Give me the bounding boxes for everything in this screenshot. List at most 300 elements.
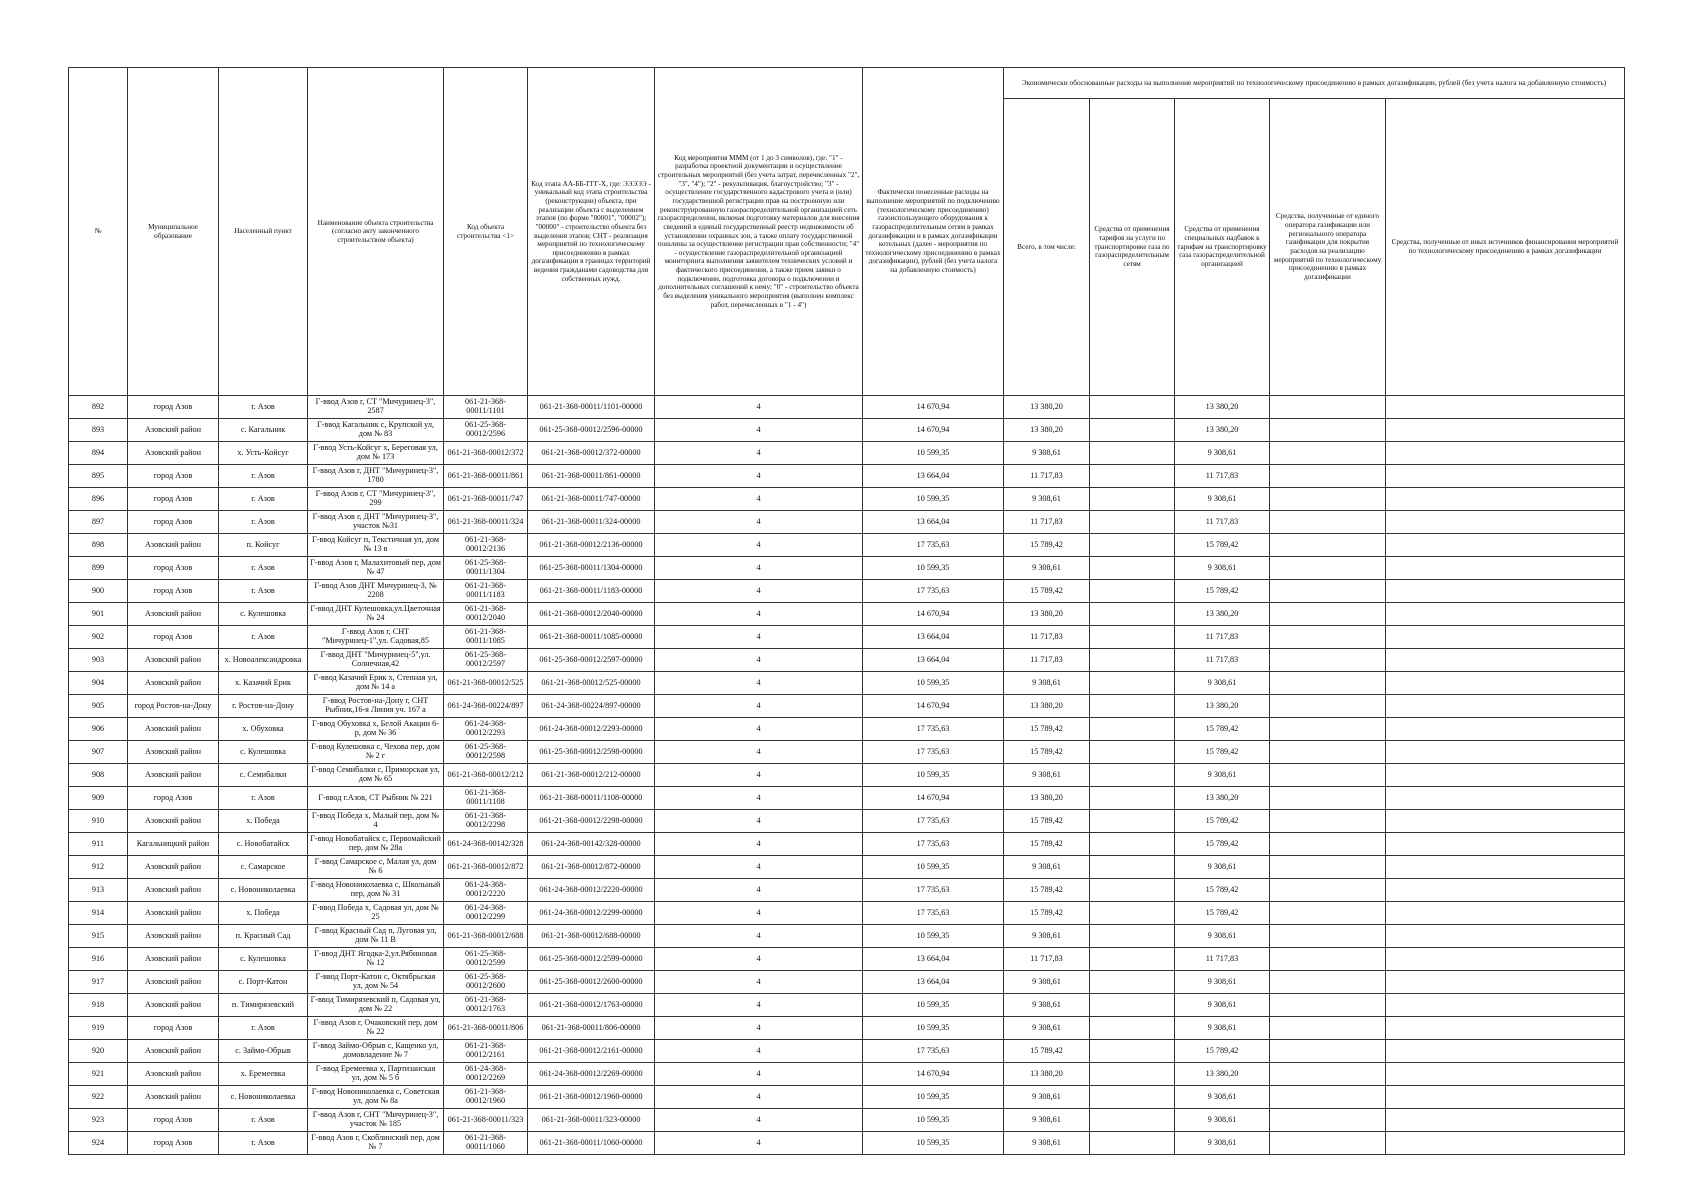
settlement-cell: г. Азов xyxy=(219,511,308,534)
municipality-cell: город Ростов-на-Дону xyxy=(128,695,219,718)
tariff-funds-cell xyxy=(1090,879,1175,902)
other-funds-cell xyxy=(1386,1017,1625,1040)
operator-funds-cell xyxy=(1270,764,1386,787)
object-code-cell: 061-21-368-00012/1763 xyxy=(444,994,528,1017)
tariff-funds-cell xyxy=(1090,810,1175,833)
special-funds-cell: 15 789,42 xyxy=(1175,902,1270,925)
special-funds-cell: 15 789,42 xyxy=(1175,580,1270,603)
measure-code-cell: 4 xyxy=(655,672,863,695)
actual-costs-cell: 14 670,94 xyxy=(863,419,1004,442)
other-funds-cell xyxy=(1386,442,1625,465)
tariff-funds-cell xyxy=(1090,649,1175,672)
stage-code-cell: 061-24-368-00012/2299-00000 xyxy=(528,902,655,925)
settlement-cell: с. Займо-Обрыв xyxy=(219,1040,308,1063)
other-funds-cell xyxy=(1386,994,1625,1017)
object-code-cell: 061-21-368-00012/212 xyxy=(444,764,528,787)
other-funds-cell xyxy=(1386,948,1625,971)
municipality-cell: Азовский район xyxy=(128,718,219,741)
settlement-cell: с. Кулешовка xyxy=(219,948,308,971)
total-cell: 11 717,83 xyxy=(1004,626,1090,649)
tariff-funds-cell xyxy=(1090,971,1175,994)
operator-funds-cell xyxy=(1270,603,1386,626)
municipality-cell: Азовский район xyxy=(128,948,219,971)
other-funds-cell xyxy=(1386,672,1625,695)
actual-costs-cell: 13 664,04 xyxy=(863,948,1004,971)
municipality-cell: город Азов xyxy=(128,1017,219,1040)
actual-costs-cell: 17 735,63 xyxy=(863,879,1004,902)
municipality-cell: Азовский район xyxy=(128,879,219,902)
operator-funds-cell xyxy=(1270,856,1386,879)
stage-code-cell: 061-25-368-00012/2597-00000 xyxy=(528,649,655,672)
tariff-funds-cell xyxy=(1090,741,1175,764)
measure-code-cell: 4 xyxy=(655,603,863,626)
table-row xyxy=(69,511,1625,534)
municipality-cell: Азовский район xyxy=(128,971,219,994)
actual-costs-cell: 10 599,35 xyxy=(863,764,1004,787)
tariff-funds-cell xyxy=(1090,718,1175,741)
object-code-cell: 061-21-368-00011/806 xyxy=(444,1017,528,1040)
actual-costs-cell: 14 670,94 xyxy=(863,603,1004,626)
measure-code-cell: 4 xyxy=(655,718,863,741)
settlement-cell: г. Азов xyxy=(219,1109,308,1132)
measure-code-cell: 4 xyxy=(655,1017,863,1040)
other-funds-cell xyxy=(1386,534,1625,557)
tariff-funds-cell xyxy=(1090,1109,1175,1132)
row-number: 897 xyxy=(69,511,128,534)
row-number: 909 xyxy=(69,787,128,810)
row-number: 910 xyxy=(69,810,128,833)
table-row xyxy=(69,994,1625,1017)
object-name-cell: Г-ввод Азов г, СНТ "Мичуринец-1",ул. Садовая,85 xyxy=(308,626,444,649)
object-name-cell: Г-ввод Новониколаевка с, Советская ул, дом № 8а xyxy=(308,1086,444,1109)
municipality-cell: город Азов xyxy=(128,626,219,649)
operator-funds-cell xyxy=(1270,1040,1386,1063)
operator-funds-cell xyxy=(1270,1063,1386,1086)
actual-costs-cell: 10 599,35 xyxy=(863,442,1004,465)
stage-code-cell: 061-24-368-00012/2293-00000 xyxy=(528,718,655,741)
total-cell: 9 308,61 xyxy=(1004,971,1090,994)
object-name-cell: Г-ввод Тимирязевский п, Садовая ул, дом № 22 xyxy=(308,994,444,1017)
other-funds-cell xyxy=(1386,787,1625,810)
tariff-funds-cell xyxy=(1090,1132,1175,1155)
stage-code-cell: 061-21-368-00012/872-00000 xyxy=(528,856,655,879)
table-row xyxy=(69,419,1625,442)
row-number: 902 xyxy=(69,626,128,649)
municipality-cell: Азовский район xyxy=(128,810,219,833)
tariff-funds-cell xyxy=(1090,787,1175,810)
operator-funds-cell xyxy=(1270,948,1386,971)
total-cell: 9 308,61 xyxy=(1004,1017,1090,1040)
special-funds-cell: 15 789,42 xyxy=(1175,718,1270,741)
total-cell: 15 789,42 xyxy=(1004,879,1090,902)
special-funds-cell: 9 308,61 xyxy=(1175,488,1270,511)
row-number: 893 xyxy=(69,419,128,442)
table-row xyxy=(69,465,1625,488)
measure-code-cell: 4 xyxy=(655,465,863,488)
gasification-costs-table xyxy=(68,67,1625,1155)
header-measure-code: Код мероприятия ММM (от 1 до 3 символов), где: "1" - разработка проектной документации и осуществление строительных мероприятий (без учета затрат, перечисленных "2", "3", "4"); "2" - рекультивация, благоустройство; "3" - осуществление государственного кадастрового учета и (или) государственной регистрации прав на построенную или реконструированную газораспределительной организацией сеть газораспределения, включая подготовку материалов для внесения сведений в единый государственный реестр недвижимости об установлении охранных зон, а также оплату государственной пошлины за осуществление регистрации прав собственности; "4" - осуществление газораспределительной организацией мониторинга выполнения заявителем технических условий и фактического присоединения, а также прием заявки о подключении, подготовка договора о подключении и дополнительных соглашений к нему; "0" - строительство объекта без выделения уникального мероприятия (выполнен комплекс работ, перечисленных в "1 - 4") xyxy=(655,68,863,396)
table-row xyxy=(69,672,1625,695)
row-number: 899 xyxy=(69,557,128,580)
row-number: 924 xyxy=(69,1132,128,1155)
municipality-cell: Азовский район xyxy=(128,902,219,925)
object-code-cell: 061-21-368-00011/1108 xyxy=(444,787,528,810)
municipality-cell: город Азов xyxy=(128,488,219,511)
table-row xyxy=(69,787,1625,810)
stage-code-cell: 061-24-368-00012/2269-00000 xyxy=(528,1063,655,1086)
stage-code-cell: 061-25-368-00012/2599-00000 xyxy=(528,948,655,971)
object-code-cell: 061-21-368-00011/1085 xyxy=(444,626,528,649)
header-object-code: Код объекта строительства <1> xyxy=(444,68,528,396)
other-funds-cell xyxy=(1386,902,1625,925)
object-name-cell: Г-ввод Койсуг п, Текстичная ул, дом № 13 в xyxy=(308,534,444,557)
table-row xyxy=(69,879,1625,902)
table-row xyxy=(69,925,1625,948)
tariff-funds-cell xyxy=(1090,557,1175,580)
municipality-cell: Азовский район xyxy=(128,419,219,442)
object-name-cell: Г-ввод ДНТ "Мичуринец-5",ул. Солнечная,42 xyxy=(308,649,444,672)
table-row xyxy=(69,580,1625,603)
special-funds-cell: 13 380,20 xyxy=(1175,396,1270,419)
object-code-cell: 061-21-368-00011/1060 xyxy=(444,1132,528,1155)
header-special-funds: Средства от применения специальных надбавок к тарифам на транспортировку газа газораспределительной организацией xyxy=(1175,99,1270,396)
settlement-cell: п. Тимирязевский xyxy=(219,994,308,1017)
row-number: 919 xyxy=(69,1017,128,1040)
operator-funds-cell xyxy=(1270,902,1386,925)
actual-costs-cell: 10 599,35 xyxy=(863,672,1004,695)
object-code-cell: 061-24-368-00012/2299 xyxy=(444,902,528,925)
object-name-cell: Г-ввод ДНТ Кулешовка,ул.Цветочная № 24 xyxy=(308,603,444,626)
operator-funds-cell xyxy=(1270,557,1386,580)
stage-code-cell: 061-21-368-00011/1060-00000 xyxy=(528,1132,655,1155)
other-funds-cell xyxy=(1386,695,1625,718)
header-tariff-funds: Средства от применения тарифов на услуги по транспортировке газа по газораспределительным сетям xyxy=(1090,99,1175,396)
municipality-cell: город Азов xyxy=(128,580,219,603)
object-name-cell: Г-ввод Азов ДНТ Мичуринец-3, № 2208 xyxy=(308,580,444,603)
tariff-funds-cell xyxy=(1090,856,1175,879)
object-code-cell: 061-21-368-00012/688 xyxy=(444,925,528,948)
total-cell: 9 308,61 xyxy=(1004,488,1090,511)
tariff-funds-cell xyxy=(1090,764,1175,787)
measure-code-cell: 4 xyxy=(655,626,863,649)
table-row xyxy=(69,396,1625,419)
operator-funds-cell xyxy=(1270,511,1386,534)
operator-funds-cell xyxy=(1270,1017,1386,1040)
special-funds-cell: 13 380,20 xyxy=(1175,1063,1270,1086)
tariff-funds-cell xyxy=(1090,1040,1175,1063)
other-funds-cell xyxy=(1386,1109,1625,1132)
row-number: 896 xyxy=(69,488,128,511)
table-row xyxy=(69,1109,1625,1132)
other-funds-cell xyxy=(1386,419,1625,442)
municipality-cell: Азовский район xyxy=(128,442,219,465)
object-code-cell: 061-25-368-00012/2597 xyxy=(444,649,528,672)
total-cell: 9 308,61 xyxy=(1004,1109,1090,1132)
settlement-cell: г. Азов xyxy=(219,787,308,810)
stage-code-cell: 061-21-368-00011/806-00000 xyxy=(528,1017,655,1040)
other-funds-cell xyxy=(1386,511,1625,534)
object-name-cell: Г-ввод Обуховка х, Белой Акации 6-р, дом № 36 xyxy=(308,718,444,741)
total-cell: 9 308,61 xyxy=(1004,925,1090,948)
total-cell: 11 717,83 xyxy=(1004,511,1090,534)
municipality-cell: Азовский район xyxy=(128,1040,219,1063)
municipality-cell: Азовский район xyxy=(128,649,219,672)
measure-code-cell: 4 xyxy=(655,948,863,971)
row-number: 895 xyxy=(69,465,128,488)
table-row xyxy=(69,856,1625,879)
municipality-cell: Азовский район xyxy=(128,672,219,695)
actual-costs-cell: 17 735,63 xyxy=(863,1040,1004,1063)
special-funds-cell: 15 789,42 xyxy=(1175,879,1270,902)
row-number: 906 xyxy=(69,718,128,741)
actual-costs-cell: 13 664,04 xyxy=(863,465,1004,488)
row-number: 912 xyxy=(69,856,128,879)
measure-code-cell: 4 xyxy=(655,902,863,925)
object-code-cell: 061-25-368-00012/2600 xyxy=(444,971,528,994)
total-cell: 15 789,42 xyxy=(1004,718,1090,741)
stage-code-cell: 061-21-368-00012/212-00000 xyxy=(528,764,655,787)
stage-code-cell: 061-21-368-00011/1183-00000 xyxy=(528,580,655,603)
measure-code-cell: 4 xyxy=(655,810,863,833)
settlement-cell: г. Азов xyxy=(219,488,308,511)
object-name-cell: Г-ввод Семибалки с, Приморская ул, дом № 65 xyxy=(308,764,444,787)
total-cell: 9 308,61 xyxy=(1004,442,1090,465)
total-cell: 9 308,61 xyxy=(1004,994,1090,1017)
stage-code-cell: 061-21-368-00011/1108-00000 xyxy=(528,787,655,810)
special-funds-cell: 9 308,61 xyxy=(1175,672,1270,695)
settlement-cell: г. Азов xyxy=(219,1132,308,1155)
total-cell: 11 717,83 xyxy=(1004,465,1090,488)
object-name-cell: Г-ввод Азов г, СТ "Мичуринец-3", 299 xyxy=(308,488,444,511)
operator-funds-cell xyxy=(1270,396,1386,419)
tariff-funds-cell xyxy=(1090,1086,1175,1109)
row-number: 922 xyxy=(69,1086,128,1109)
object-code-cell: 061-21-368-00012/2040 xyxy=(444,603,528,626)
settlement-cell: х. Обуховка xyxy=(219,718,308,741)
total-cell: 9 308,61 xyxy=(1004,672,1090,695)
settlement-cell: с. Самарское xyxy=(219,856,308,879)
settlement-cell: г. Азов xyxy=(219,557,308,580)
special-funds-cell: 9 308,61 xyxy=(1175,557,1270,580)
table-row xyxy=(69,695,1625,718)
total-cell: 9 308,61 xyxy=(1004,1086,1090,1109)
special-funds-cell: 15 789,42 xyxy=(1175,833,1270,856)
special-funds-cell: 11 717,83 xyxy=(1175,465,1270,488)
special-funds-cell: 13 380,20 xyxy=(1175,603,1270,626)
measure-code-cell: 4 xyxy=(655,1086,863,1109)
object-code-cell: 061-21-368-00011/1183 xyxy=(444,580,528,603)
tariff-funds-cell xyxy=(1090,465,1175,488)
object-code-cell: 061-25-368-00012/2599 xyxy=(444,948,528,971)
object-name-cell: Г-ввод Порт-Катон с, Октябрьская ул, дом № 54 xyxy=(308,971,444,994)
object-name-cell: Г-ввод Кулешовка с, Чехова пер, дом № 2 г xyxy=(308,741,444,764)
actual-costs-cell: 17 735,63 xyxy=(863,718,1004,741)
tariff-funds-cell xyxy=(1090,442,1175,465)
operator-funds-cell xyxy=(1270,879,1386,902)
actual-costs-cell: 10 599,35 xyxy=(863,1109,1004,1132)
operator-funds-cell xyxy=(1270,787,1386,810)
table-row xyxy=(69,557,1625,580)
object-name-cell: Г-ввод Победа х, Малый пер, дом № 4 xyxy=(308,810,444,833)
settlement-cell: с. Новобатайск xyxy=(219,833,308,856)
operator-funds-cell xyxy=(1270,649,1386,672)
actual-costs-cell: 17 735,63 xyxy=(863,741,1004,764)
operator-funds-cell xyxy=(1270,465,1386,488)
settlement-cell: х. Победа xyxy=(219,902,308,925)
stage-code-cell: 061-21-368-00012/688-00000 xyxy=(528,925,655,948)
object-code-cell: 061-24-368-00012/2220 xyxy=(444,879,528,902)
table-row xyxy=(69,1132,1625,1155)
settlement-cell: с. Семибалки xyxy=(219,764,308,787)
actual-costs-cell: 17 735,63 xyxy=(863,902,1004,925)
tariff-funds-cell xyxy=(1090,396,1175,419)
other-funds-cell xyxy=(1386,465,1625,488)
total-cell: 9 308,61 xyxy=(1004,1132,1090,1155)
operator-funds-cell xyxy=(1270,925,1386,948)
object-name-cell: Г-ввод г.Азов, СТ Рыбник № 221 xyxy=(308,787,444,810)
municipality-cell: Азовский район xyxy=(128,764,219,787)
total-cell: 13 380,20 xyxy=(1004,1063,1090,1086)
object-name-cell: Г-ввод Азов г, ДНТ "Мичуринец-3", 1780 xyxy=(308,465,444,488)
actual-costs-cell: 10 599,35 xyxy=(863,1132,1004,1155)
object-name-cell: Г-ввод Азов г, ДНТ "Мичуринец-3", участок №31 xyxy=(308,511,444,534)
settlement-cell: х. Казачий Ерик xyxy=(219,672,308,695)
settlement-cell: х. Еремеевка xyxy=(219,1063,308,1086)
table-row xyxy=(69,1063,1625,1086)
settlement-cell: с. Кулешовка xyxy=(219,741,308,764)
stage-code-cell: 061-21-368-00012/1960-00000 xyxy=(528,1086,655,1109)
stage-code-cell: 061-21-368-00012/372-00000 xyxy=(528,442,655,465)
row-number: 920 xyxy=(69,1040,128,1063)
settlement-cell: г. Азов xyxy=(219,465,308,488)
stage-code-cell: 061-24-368-00012/2220-00000 xyxy=(528,879,655,902)
object-name-cell: Г-ввод Красный Сад п, Луговая ул, дом № 11 В xyxy=(308,925,444,948)
row-number: 915 xyxy=(69,925,128,948)
other-funds-cell xyxy=(1386,580,1625,603)
actual-costs-cell: 10 599,35 xyxy=(863,856,1004,879)
actual-costs-cell: 13 664,04 xyxy=(863,511,1004,534)
row-number: 918 xyxy=(69,994,128,1017)
settlement-cell: х. Победа xyxy=(219,810,308,833)
object-code-cell: 061-21-368-00011/324 xyxy=(444,511,528,534)
special-funds-cell: 15 789,42 xyxy=(1175,810,1270,833)
table-row xyxy=(69,442,1625,465)
special-funds-cell: 15 789,42 xyxy=(1175,1040,1270,1063)
table-row xyxy=(69,810,1625,833)
row-number: 907 xyxy=(69,741,128,764)
measure-code-cell: 4 xyxy=(655,971,863,994)
object-code-cell: 061-24-368-00142/328 xyxy=(444,833,528,856)
operator-funds-cell xyxy=(1270,971,1386,994)
settlement-cell: г. Ростов-на-Дону xyxy=(219,695,308,718)
measure-code-cell: 4 xyxy=(655,1063,863,1086)
stage-code-cell: 061-21-368-00011/323-00000 xyxy=(528,1109,655,1132)
other-funds-cell xyxy=(1386,557,1625,580)
actual-costs-cell: 14 670,94 xyxy=(863,1063,1004,1086)
total-cell: 13 380,20 xyxy=(1004,419,1090,442)
object-name-cell: Г-ввод Самарское с, Малая ул, дом № 6 xyxy=(308,856,444,879)
row-number: 898 xyxy=(69,534,128,557)
object-name-cell: Г-ввод Еремеевка х, Партизанская ул, дом № 5 б xyxy=(308,1063,444,1086)
tariff-funds-cell xyxy=(1090,511,1175,534)
table-row xyxy=(69,626,1625,649)
actual-costs-cell: 10 599,35 xyxy=(863,1017,1004,1040)
municipality-cell: город Азов xyxy=(128,787,219,810)
stage-code-cell: 061-24-368-00142/328-00000 xyxy=(528,833,655,856)
other-funds-cell xyxy=(1386,649,1625,672)
object-code-cell: 061-21-368-00012/2298 xyxy=(444,810,528,833)
operator-funds-cell xyxy=(1270,419,1386,442)
measure-code-cell: 4 xyxy=(655,856,863,879)
measure-code-cell: 4 xyxy=(655,1040,863,1063)
object-code-cell: 061-21-368-00012/1960 xyxy=(444,1086,528,1109)
operator-funds-cell xyxy=(1270,1132,1386,1155)
measure-code-cell: 4 xyxy=(655,994,863,1017)
row-number: 917 xyxy=(69,971,128,994)
row-number: 900 xyxy=(69,580,128,603)
other-funds-cell xyxy=(1386,626,1625,649)
table-row xyxy=(69,603,1625,626)
actual-costs-cell: 17 735,63 xyxy=(863,833,1004,856)
special-funds-cell: 13 380,20 xyxy=(1175,787,1270,810)
municipality-cell: город Азов xyxy=(128,557,219,580)
operator-funds-cell xyxy=(1270,741,1386,764)
stage-code-cell: 061-21-368-00012/2298-00000 xyxy=(528,810,655,833)
tariff-funds-cell xyxy=(1090,626,1175,649)
tariff-funds-cell xyxy=(1090,994,1175,1017)
municipality-cell: город Азов xyxy=(128,1132,219,1155)
object-name-cell: Г-ввод Усть-Койсуг х, Береговая ул, дом № 173 xyxy=(308,442,444,465)
settlement-cell: п. Красный Сад xyxy=(219,925,308,948)
tariff-funds-cell xyxy=(1090,419,1175,442)
special-funds-cell: 13 380,20 xyxy=(1175,419,1270,442)
special-funds-cell: 9 308,61 xyxy=(1175,1017,1270,1040)
measure-code-cell: 4 xyxy=(655,488,863,511)
special-funds-cell: 11 717,83 xyxy=(1175,511,1270,534)
other-funds-cell xyxy=(1386,603,1625,626)
actual-costs-cell: 14 670,94 xyxy=(863,787,1004,810)
header-settlement: Населенный пункт xyxy=(219,68,308,396)
row-number: 923 xyxy=(69,1109,128,1132)
operator-funds-cell xyxy=(1270,1086,1386,1109)
special-funds-cell: 9 308,61 xyxy=(1175,971,1270,994)
operator-funds-cell xyxy=(1270,1109,1386,1132)
other-funds-cell xyxy=(1386,1132,1625,1155)
actual-costs-cell: 14 670,94 xyxy=(863,396,1004,419)
settlement-cell: г. Азов xyxy=(219,396,308,419)
tariff-funds-cell xyxy=(1090,672,1175,695)
operator-funds-cell xyxy=(1270,833,1386,856)
header-operator-funds: Средства, полученные от единого оператора газификации или регионального оператора газификации для покрытия расходов на реализацию мероприятий по технологическому присоединению в рамках догазификации xyxy=(1270,99,1386,396)
tariff-funds-cell xyxy=(1090,833,1175,856)
measure-code-cell: 4 xyxy=(655,442,863,465)
special-funds-cell: 11 717,83 xyxy=(1175,948,1270,971)
actual-costs-cell: 17 735,63 xyxy=(863,580,1004,603)
row-number: 892 xyxy=(69,396,128,419)
row-number: 905 xyxy=(69,695,128,718)
measure-code-cell: 4 xyxy=(655,534,863,557)
stage-code-cell: 061-21-368-00011/861-00000 xyxy=(528,465,655,488)
settlement-cell: г. Азов xyxy=(219,1017,308,1040)
object-name-cell: Г-ввод Займо-Обрыв с, Кащенко ул, домовладение № 7 xyxy=(308,1040,444,1063)
measure-code-cell: 4 xyxy=(655,879,863,902)
total-cell: 15 789,42 xyxy=(1004,534,1090,557)
other-funds-cell xyxy=(1386,764,1625,787)
stage-code-cell: 061-21-368-00012/2136-00000 xyxy=(528,534,655,557)
tariff-funds-cell xyxy=(1090,1063,1175,1086)
total-cell: 15 789,42 xyxy=(1004,580,1090,603)
operator-funds-cell xyxy=(1270,695,1386,718)
